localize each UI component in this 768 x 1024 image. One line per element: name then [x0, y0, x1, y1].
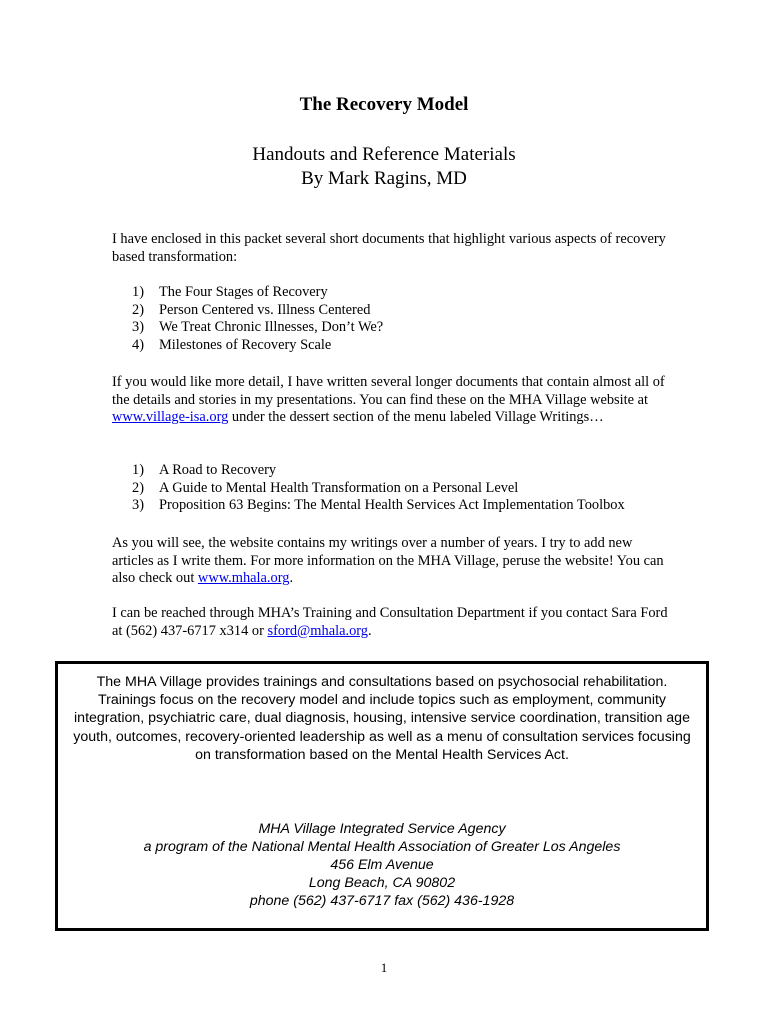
- page-number: 1: [380, 960, 388, 975]
- website-text-after: .: [289, 570, 294, 587]
- list-item-label: Person Centered vs. Illness Centered: [159, 301, 371, 318]
- list-item: [132, 319, 692, 337]
- organization-street: 456 Elm Avenue: [330, 857, 434, 874]
- detail-text-before: If you would like more detail, I have written several longer documents that contain almost all of the details and stories in my presentations. You can find these on the MHA Village website at: [112, 374, 665, 408]
- contact-paragraph: [112, 605, 672, 640]
- list-item-label: Milestones of Recovery Scale: [159, 336, 332, 353]
- list-number: 2): [132, 479, 144, 496]
- short-documents-list: [132, 284, 692, 354]
- list-item: [132, 497, 692, 515]
- long-documents-list: [132, 462, 692, 515]
- intro-paragraph: I have enclosed in this packet several short documents that highlight various aspects of recovery based transformation:: [112, 231, 666, 265]
- list-item-label: A Road to Recovery: [159, 462, 277, 478]
- info-box: [55, 661, 709, 931]
- list-number: 3): [132, 497, 144, 514]
- document-author: By Mark Ragins, MD: [301, 168, 467, 189]
- website-text-before: As you will see, the website contains my writings over a number of years. I try to add new articles as I write them. For more information on the MHA Village, peruse the website! You can also check out: [112, 535, 664, 587]
- info-box-description: The MHA Village provides trainings and consultations based on psychosocial rehabilitation. Trainings focus on the recovery model and include topics such as employment, community integration, psychiatric care, dual diagnosis, housing, intensive service coordination, transition age youth, outcomes, recovery-oriented leadership as well as a menu of consultation services focusing on transformation based on the Mental Health Services Act.: [73, 674, 691, 763]
- mhala-website-link[interactable]: www.mhala.org: [197, 570, 290, 587]
- document-subtitle: Handouts and Reference Materials: [252, 144, 516, 165]
- list-item-label: The Four Stages of Recovery: [159, 284, 328, 300]
- list-item: [132, 302, 692, 320]
- list-item: [132, 337, 692, 355]
- list-number: 1): [132, 462, 144, 478]
- list-item-label: We Treat Chronic Illnesses, Don’t We?: [159, 319, 384, 336]
- email-link[interactable]: sford@mhala.org: [267, 622, 368, 639]
- document-title: The Recovery Model: [299, 94, 469, 115]
- list-item-label: Proposition 63 Begins: The Mental Health Services Act Implementation Toolbox: [159, 497, 625, 514]
- organization-address-block: [58, 820, 706, 910]
- village-website-link[interactable]: www.village-isa.org: [112, 409, 229, 426]
- list-number: 4): [132, 336, 144, 353]
- list-item: [132, 480, 692, 498]
- list-number: 2): [132, 301, 144, 318]
- list-item: [132, 462, 692, 480]
- list-item: [132, 284, 692, 302]
- list-number: 3): [132, 319, 144, 336]
- contact-text-after: .: [368, 622, 372, 639]
- detail-paragraph: [112, 374, 672, 427]
- list-number: 1): [132, 284, 144, 300]
- organization-phone: phone (562) 437-6717 fax (562) 436-1928: [249, 893, 515, 910]
- detail-text-after: under the dessert section of the menu labeled Village Writings…: [228, 409, 604, 426]
- organization-name: MHA Village Integrated Service Agency: [258, 821, 506, 838]
- organization-program: a program of the National Mental Health Association of Greater Los Angeles: [143, 839, 621, 856]
- organization-city: Long Beach, CA 90802: [308, 875, 456, 892]
- list-item-label: A Guide to Mental Health Transformation on a Personal Level: [159, 479, 519, 496]
- contact-text-before: I can be reached through MHA’s Training and Consultation Department if you contact Sara Ford at (562) 437-6717 x314 or: [112, 605, 668, 639]
- website-paragraph: [112, 535, 672, 588]
